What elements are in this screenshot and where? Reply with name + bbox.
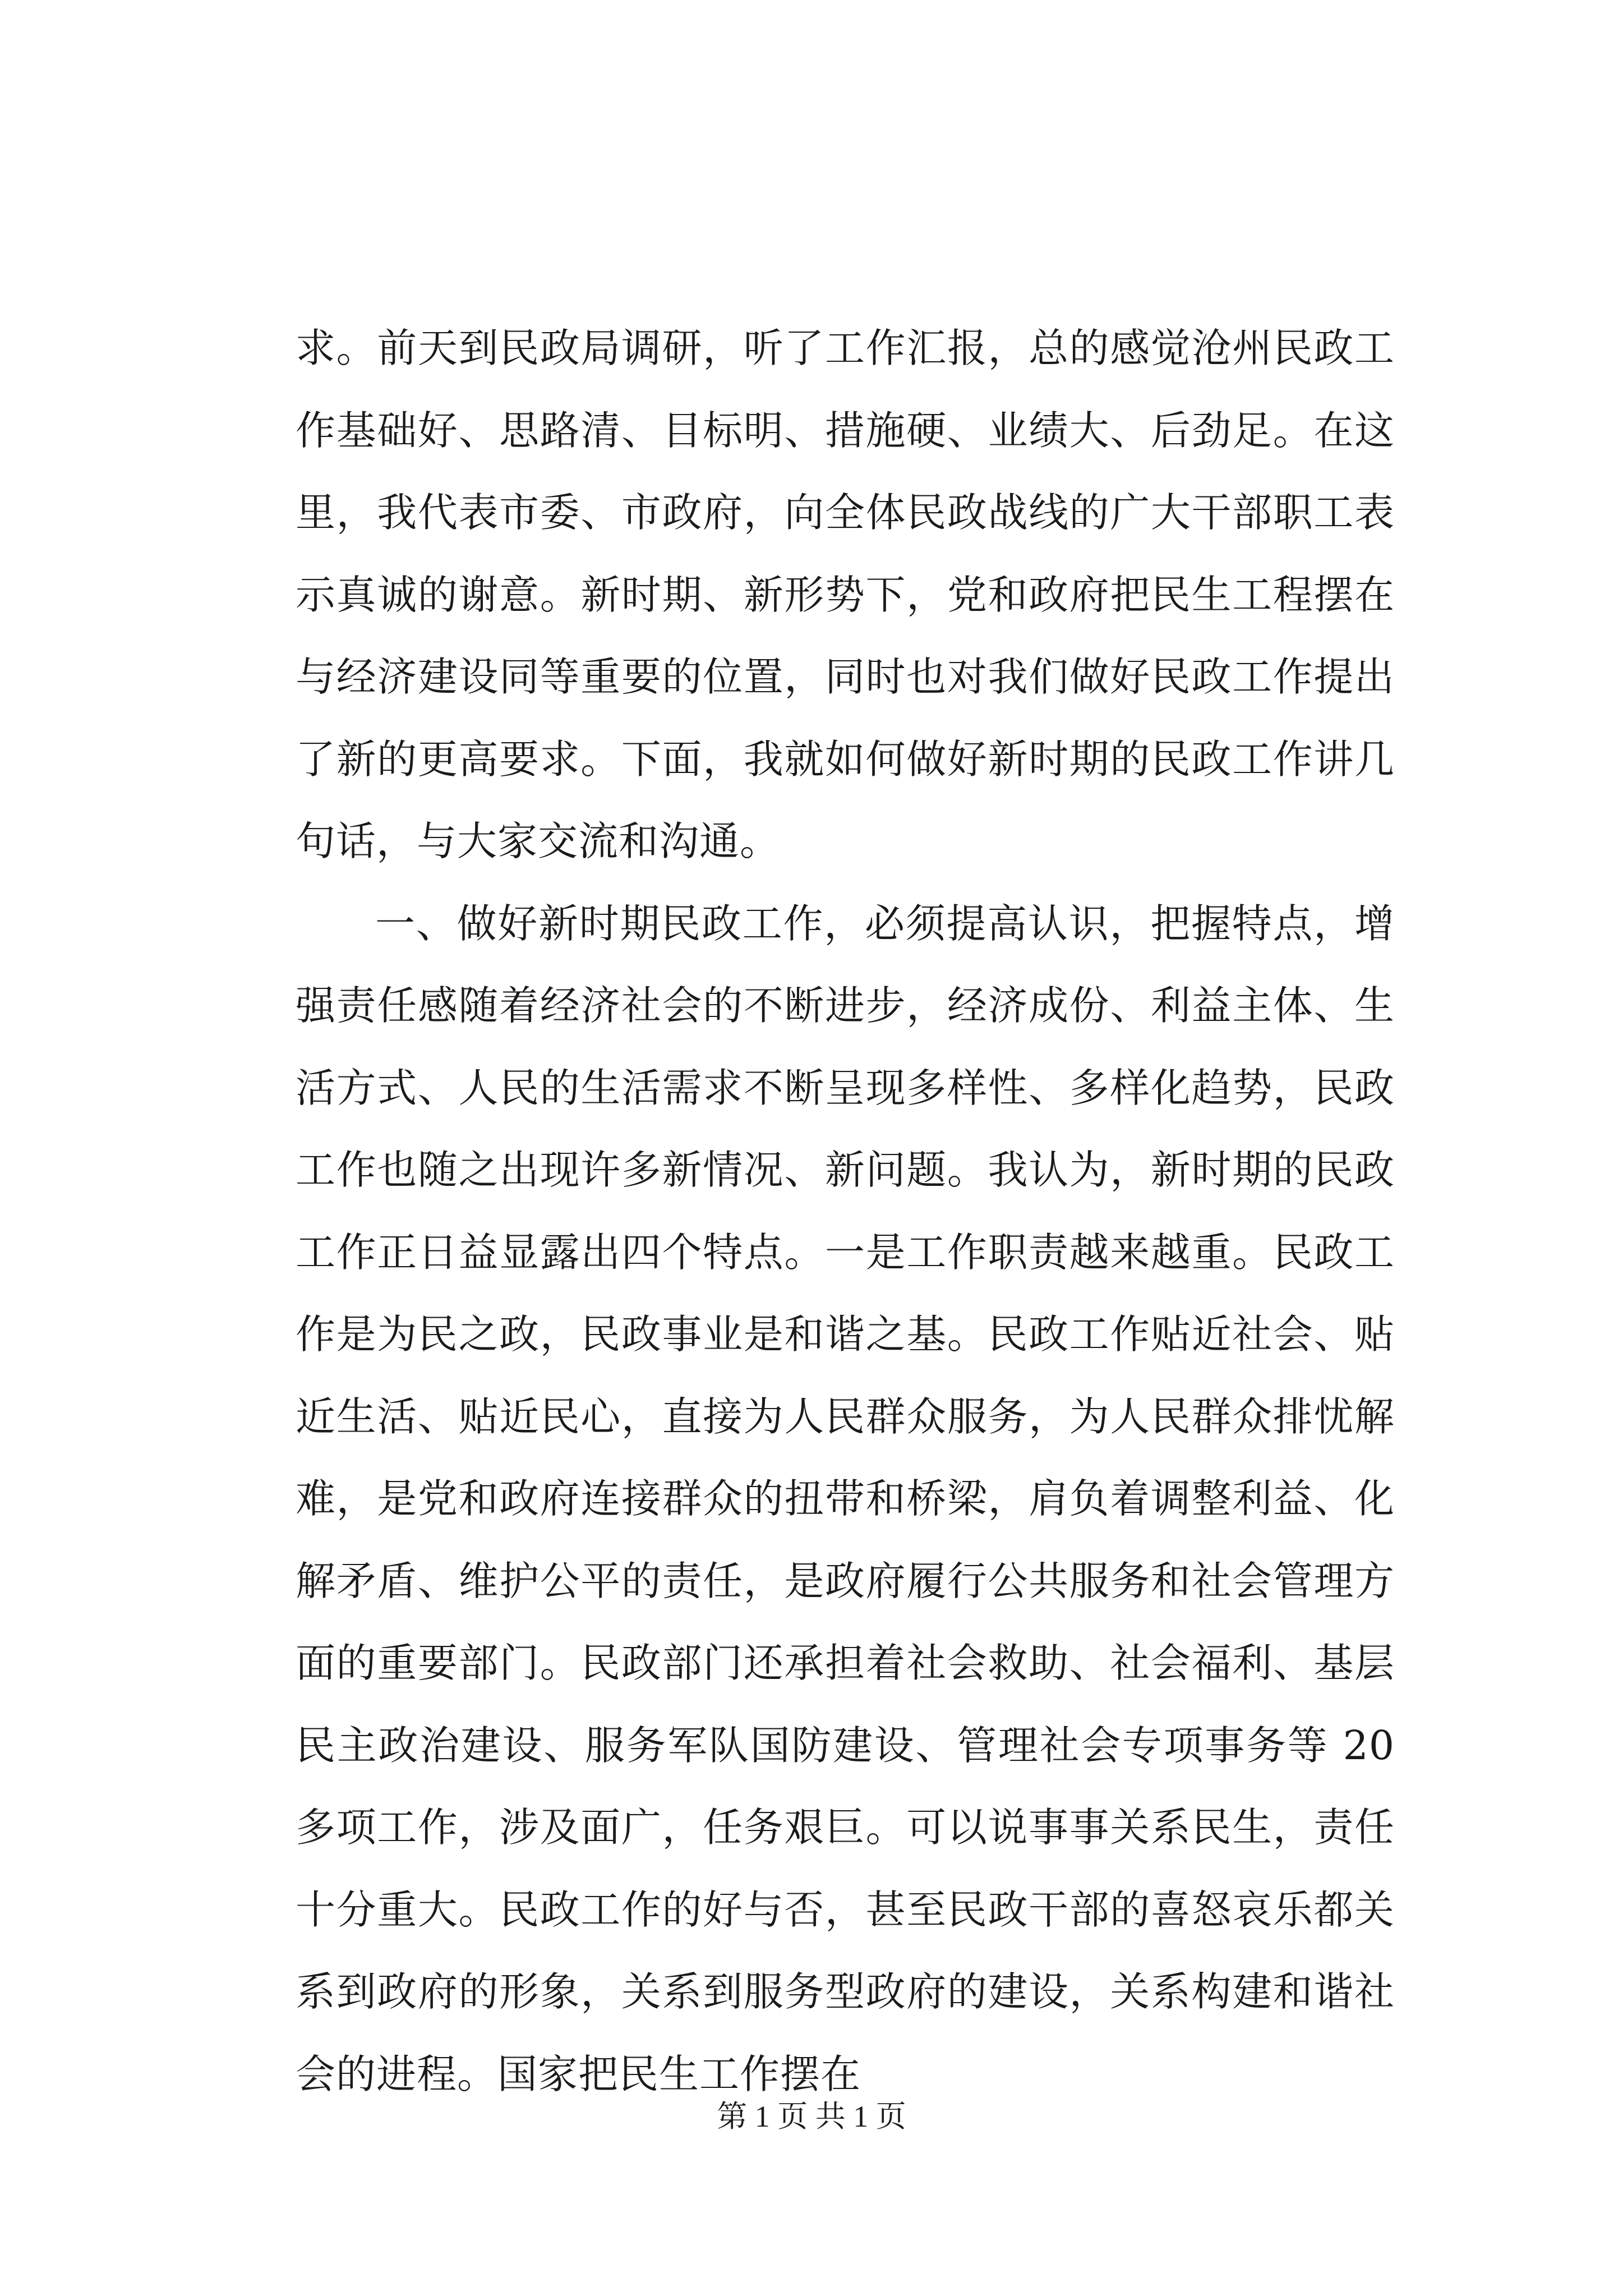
document-body <box>296 307 1395 2115</box>
page-number-footer: 第 1 页 共 1 页 <box>717 2100 906 2133</box>
paragraph-section-one: 一、做好新时期民政工作，必须提高认识，把握特点，增强责任感随着经济社会的不断进步，经济成份、利益主体、生活方式、人民的生活需求不断呈现多样性、多样化趋势，民政工作也随之出现许多新情况、新问题。我认为，新时期的民政工作正日益显露出四个特点。一是工作职责越来越重。民政工作是为民之政，民政事业是和谐之基。民政工作贴近社会、贴近生活、贴近民心，直接为人民群众服务，为人民群众排忧解难，是党和政府连接群众的扭带和桥梁，肩负着调整利益、化解矛盾、维护公平的责任，是政府履行公共服务和社会管理方面的重要部门。民政部门还承担着社会救助、社会福利、基层民主政治建设、服务军队国防建设、管理社会专项事务等 20 多项工作，涉及面广，任务艰巨。可以说事事关系民生，责任十分重大。民政工作的好与否，甚至民政干部的喜怒哀乐都关系到政府的形象，关系到服务型政府的建设，关系构建和谐社会的进程。国家把民生工作摆在 <box>296 900 1395 2097</box>
paragraph-continuation: 求。前天到民政局调研，听了工作汇报，总的感觉沧州民政工作基础好、思路清、目标明、措施硬、业绩大、后劲足。在这里，我代表市委、市政府，向全体民政战线的广大干部职工表示真诚的谢意。新时期、新形势下，党和政府把民生工程摆在与经济建设同等重要的位置，同时也对我们做好民政工作提出了新的更高要求。下面，我就如何做好新时期的民政工作讲几句话，与大家交流和沟通。 <box>296 325 1395 864</box>
